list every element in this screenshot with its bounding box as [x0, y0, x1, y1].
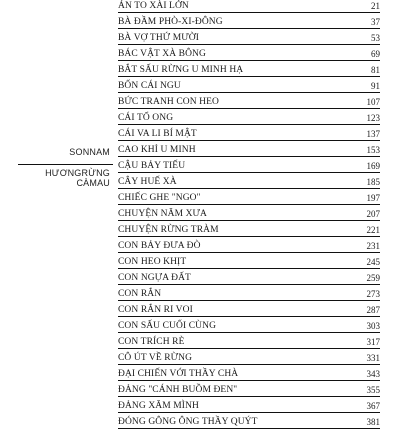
toc-entry-title: CAO KHỈ U MINH	[118, 145, 196, 155]
toc-entry-page: 317	[366, 337, 380, 347]
toc-entry	[118, 237, 380, 253]
toc-entry-title: ĐẠI CHIẾN VỚI THẦY CHÀ	[118, 369, 239, 379]
book-title-line2: CÀMAU	[76, 178, 110, 188]
toc-entry-title: BÀ VỢ THỨ MƯỜI	[118, 33, 199, 43]
toc-entry-page: 259	[366, 273, 380, 283]
toc-entry	[118, 189, 380, 205]
toc-entry-page: 231	[366, 241, 380, 251]
toc-entry-page: 355	[366, 385, 380, 395]
toc-entry	[118, 0, 380, 13]
toc-entry-page: 381	[366, 417, 380, 427]
toc-entry	[118, 397, 380, 413]
toc-entry-title: CÔ ÚT VỀ RỪNG	[118, 353, 193, 363]
toc-entry	[118, 77, 380, 93]
toc-entry	[118, 125, 380, 141]
toc-entry-title: CHIẾC GHE "NGO"	[118, 193, 201, 203]
toc-entry-page: 185	[366, 177, 380, 187]
toc-entry-title: CON NGỰA ĐẤT	[118, 273, 191, 283]
toc-entry	[118, 365, 380, 381]
toc-entry	[118, 285, 380, 301]
toc-entry-page: 303	[366, 321, 380, 331]
toc-entry-page: 53	[371, 33, 380, 43]
toc-entry-title: CÂY HUẾ XÀ	[118, 177, 177, 187]
toc-entry	[118, 93, 380, 109]
table-of-contents	[118, 0, 380, 429]
toc-entry	[118, 109, 380, 125]
toc-entry	[118, 13, 380, 29]
toc-entry	[118, 157, 380, 173]
toc-entry-page: 81	[371, 65, 380, 75]
toc-entry	[118, 141, 380, 157]
toc-entry-page: 137	[366, 129, 380, 139]
toc-entry-title: CÁI VA LI BÍ MẬT	[118, 129, 197, 139]
toc-entry	[118, 301, 380, 317]
toc-entry-title: CON SẤU CUỐI CÙNG	[118, 321, 217, 331]
toc-entry	[118, 221, 380, 237]
toc-entry-title: ĐẢNG XĂM MÌNH	[118, 401, 199, 411]
author-name: SONNAM	[69, 147, 110, 157]
toc-entry-page: 69	[371, 49, 380, 59]
toc-entry-title: CÁI TỔ ONG	[118, 113, 174, 123]
toc-entry-title: CON BẢY ĐƯA ĐÒ	[118, 241, 201, 251]
toc-entry-title: CON RẮN	[118, 289, 162, 299]
toc-entry	[118, 253, 380, 269]
toc-entry-page: 37	[371, 17, 380, 27]
toc-entry	[118, 45, 380, 61]
toc-entry	[118, 333, 380, 349]
sidebar-divider	[18, 164, 113, 165]
toc-entry-title: CON TRÍCH RÈ	[118, 337, 185, 347]
toc-entry-page: 287	[366, 305, 380, 315]
toc-entry-title: CHUYỆN NĂM XƯA	[118, 209, 207, 219]
toc-entry-title: ÁN TO XÀI LỚN	[118, 1, 189, 11]
toc-entry-title: ĐẢNG "CÁNH BUỒM ĐEN"	[118, 385, 238, 395]
toc-entry-title: ĐÓNG GÔNG ÔNG THẦY QUÝT	[118, 417, 258, 427]
toc-entry-page: 331	[366, 353, 380, 363]
toc-entry-page: 273	[366, 289, 380, 299]
toc-entry-page: 169	[366, 161, 380, 171]
toc-entry-page: 153	[366, 145, 380, 155]
toc-entry-title: CẬU BẢY TIẾU	[118, 161, 186, 171]
toc-entry-title: CON RẮN RI VOI	[118, 305, 193, 315]
toc-entry	[118, 269, 380, 285]
toc-entry-page: 91	[371, 81, 380, 91]
toc-entry-title: CHUYỆN RỪNG TRÀM	[118, 225, 219, 235]
toc-entry	[118, 205, 380, 221]
book-title-line1: HƯƠNGRỪNG	[45, 168, 110, 178]
toc-entry	[118, 317, 380, 333]
toc-entry	[118, 381, 380, 397]
toc-entry-page: 123	[366, 113, 380, 123]
toc-entry-page: 197	[366, 193, 380, 203]
toc-entry-page: 21	[371, 1, 380, 11]
toc-entry	[118, 349, 380, 365]
toc-entry	[118, 61, 380, 77]
toc-entry-title: BỐN CÁI NGU	[118, 81, 181, 91]
toc-entry-page: 245	[366, 257, 380, 267]
toc-entry-title: BỨC TRANH CON HEO	[118, 97, 219, 107]
toc-entry-page: 343	[366, 369, 380, 379]
toc-entry	[118, 29, 380, 45]
toc-entry	[118, 173, 380, 189]
toc-entry-title: BẮT SẤU RỪNG U MINH HẠ	[118, 65, 244, 75]
toc-entry-page: 367	[366, 401, 380, 411]
toc-entry-title: BÀ ĐẦM PHÒ-XI-ĐÔNG	[118, 17, 223, 27]
toc-entry-title: BÁC VẬT XÀ BÔNG	[118, 49, 206, 59]
toc-entry-title: CON HEO KHỊT	[118, 257, 187, 267]
toc-entry	[118, 413, 380, 429]
toc-entry-page: 207	[366, 209, 380, 219]
toc-entry-page: 221	[366, 225, 380, 235]
toc-entry-page: 107	[366, 97, 380, 107]
